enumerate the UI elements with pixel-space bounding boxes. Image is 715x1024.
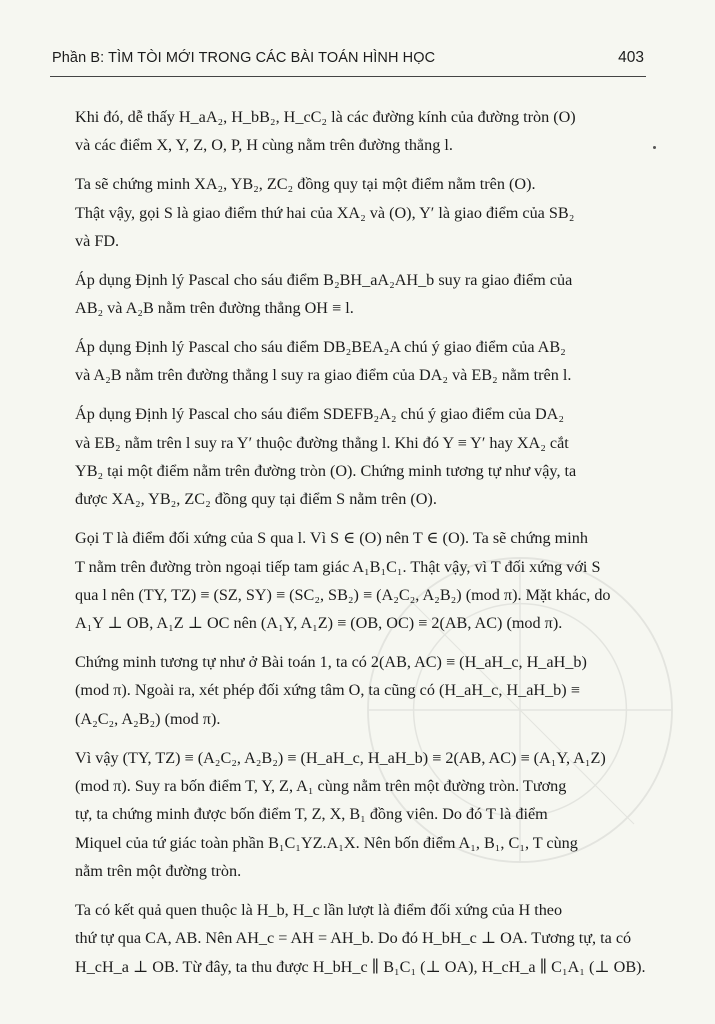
- text-line: thứ tự qua CA, AB. Nên AH_c = AH = AH_b. Do đó H_bH_c ⊥ OA. Tương tự, ta có: [75, 929, 632, 948]
- paragraph: [48, 524, 645, 637]
- text-line: Ta có kết quả quen thuộc là H_b, H_c lần lượt là điểm đối xứng của H theo: [75, 900, 563, 919]
- page-number: 403: [618, 49, 644, 66]
- text-line: Vì vậy (TY, TZ) ≡ (A₂C₂, A₂B₂) ≡ (H_aH_c, H_aH_b) ≡ 2(AB, AC) ≡ (A₁Y, A₁Z): [75, 748, 606, 767]
- paragraph: [48, 266, 645, 323]
- text-line: AB₂ và A₂B nằm trên đường thẳng OH ≡ l.: [75, 299, 354, 318]
- text-line: YB₂ tại một điểm nằm trên đường tròn (O). Chứng minh tương tự như vậy, ta: [75, 462, 577, 481]
- text-line: Chứng minh tương tự như ở Bài toán 1, ta có 2(AB, AC) ≡ (H_aH_c, H_aH_b): [75, 653, 587, 672]
- text-line: được XA₂, YB₂, ZC₂ đồng quy tại điểm S nằm trên (O).: [75, 490, 437, 509]
- text-line: (mod π). Ngoài ra, xét phép đối xứng tâm O, ta cũng có (H_aH_c, H_aH_b) ≡: [75, 681, 580, 700]
- body-text: [48, 103, 645, 981]
- text-line: Thật vậy, gọi S là giao điểm thứ hai của XA₂ và (O), Y′ là giao điểm của SB₂: [75, 203, 575, 222]
- text-line: và A₂B nằm trên đường thẳng l suy ra giao điểm của DA₂ và EB₂ nằm trên l.: [75, 366, 572, 385]
- paragraph: [48, 170, 645, 255]
- paragraph: [48, 103, 645, 160]
- text-line: Áp dụng Định lý Pascal cho sáu điểm B₂BH_aA₂AH_b suy ra giao điểm của: [75, 270, 573, 289]
- text-line: (mod π). Suy ra bốn điểm T, Y, Z, A₁ cùng nằm trên một đường tròn. Tương: [75, 777, 567, 796]
- paragraph: [48, 400, 645, 513]
- text-line: và EB₂ nằm trên l suy ra Y′ thuộc đường thẳng l. Khi đó Y ≡ Y′ hay XA₂ cắt: [75, 433, 569, 452]
- text-line: Áp dụng Định lý Pascal cho sáu điểm DB₂BEA₂A chú ý giao điểm của AB₂: [75, 338, 566, 357]
- text-line: Áp dụng Định lý Pascal cho sáu điểm SDEFB₂A₂ chú ý giao điểm của DA₂: [75, 405, 565, 424]
- text-line: Miquel của tứ giác toàn phần B₁C₁YZ.A₁X. Nên bốn điểm A₁, B₁, C₁, T cùng: [75, 833, 578, 852]
- paragraph: [48, 744, 645, 885]
- text-line: qua l nên (TY, TZ) ≡ (SZ, SY) ≡ (SC₂, SB₂) ≡ (A₂C₂, A₂B₂) (mod π). Mặt khác, do: [75, 585, 611, 604]
- paragraph: [48, 648, 645, 733]
- paragraph: [48, 333, 645, 390]
- section-title: Phần B: TÌM TÒI MỚI TRONG CÁC BÀI TOÁN HÌNH HỌC: [52, 50, 436, 66]
- text-line: và FD.: [75, 231, 120, 250]
- page-header: [50, 44, 646, 77]
- paragraph: [48, 896, 645, 981]
- text-line: (A₂C₂, A₂B₂) (mod π).: [75, 709, 221, 728]
- text-line: A₁Y ⊥ OB, A₁Z ⊥ OC nên (A₁Y, A₁Z) ≡ (OB, OC) ≡ 2(AB, AC) (mod π).: [75, 614, 563, 633]
- text-line: tự, ta chứng minh được bốn điểm T, Z, X, B₁ đồng viên. Do đó T là điểm: [75, 805, 548, 824]
- text-line: T nằm trên đường tròn ngoại tiếp tam giác A₁B₁C₁. Thật vậy, vì T đối xứng với S: [75, 557, 601, 576]
- stray-dot: [653, 146, 656, 149]
- text-line: H_cH_a ⊥ OB. Từ đây, ta thu được H_bH_c ∥ B₁C₁ (⊥ OA), H_cH_a ∥ C₁A₁ (⊥ OB).: [75, 957, 646, 976]
- text-line: nằm trên một đường tròn.: [75, 861, 242, 880]
- text-line: Gọi T là điểm đối xứng của S qua l. Vì S ∈ (O) nên T ∈ (O). Ta sẽ chứng minh: [75, 529, 588, 548]
- text-line: Ta sẽ chứng minh XA₂, YB₂, ZC₂ đồng quy tại một điểm nằm trên (O).: [75, 175, 536, 194]
- text-line: và các điểm X, Y, Z, O, P, H cùng nằm trên đường thẳng l.: [75, 136, 453, 155]
- text-line: Khi đó, dễ thấy H_aA₂, H_bB₂, H_cC₂ là các đường kính của đường tròn (O): [75, 108, 576, 126]
